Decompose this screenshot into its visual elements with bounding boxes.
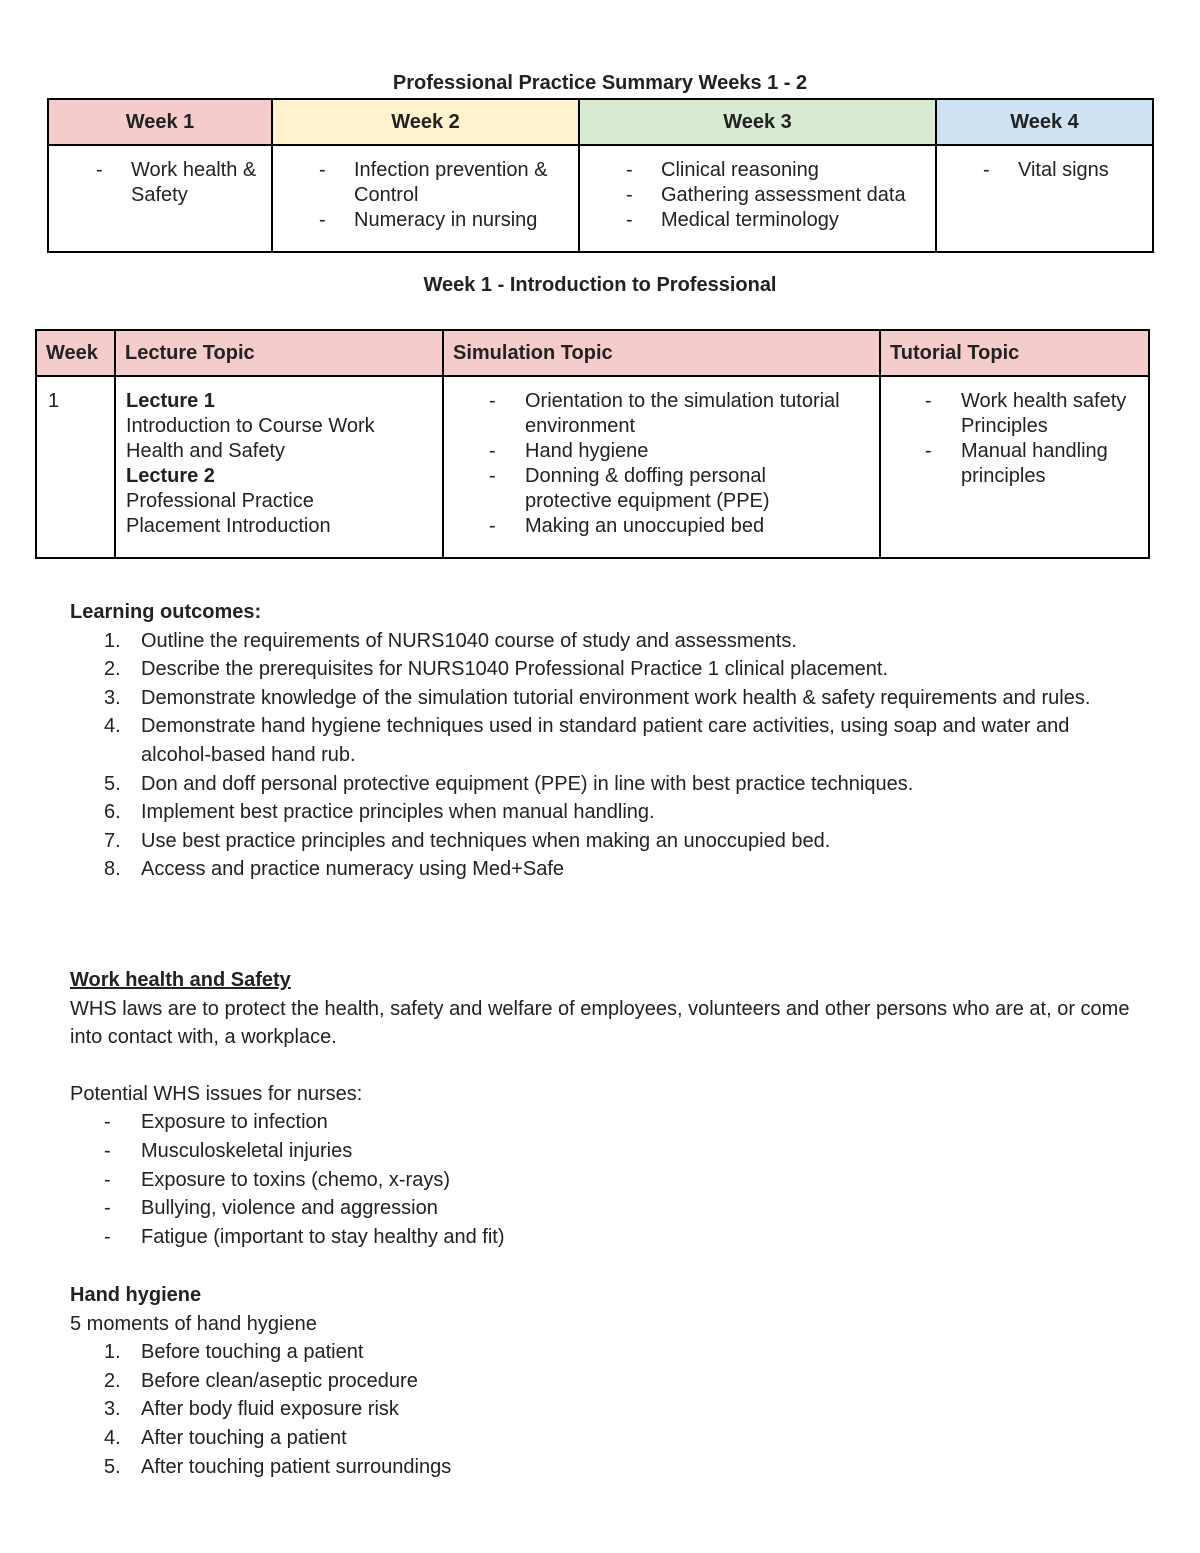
list-item: - Clinical reasoning <box>626 159 819 181</box>
list-item: - Hand hygiene <box>489 440 649 462</box>
list-item: 1. Outline the requirements of NURS1040 course of study and assessments. <box>104 629 797 652</box>
list-item: 8. Access and practice numeracy using Med+Safe <box>104 858 564 881</box>
simulation-topic-cell <box>443 376 880 558</box>
summary-content-row <box>48 145 1153 252</box>
list-item: - Infection prevention & Control <box>319 159 548 206</box>
list-item: - Work health & Safety <box>96 159 257 206</box>
summary-title: Professional Practice Summary Weeks 1 - 2 <box>392 72 808 94</box>
whs-issues-intro: Potential WHS issues for nurses: <box>70 1082 363 1105</box>
hand-hygiene-moments-list <box>70 1338 1130 1481</box>
header-lecture-topic: Lecture Topic <box>115 330 443 376</box>
list-item: - Making an unoccupied bed <box>489 515 765 537</box>
hand-hygiene-section <box>70 1281 1130 1481</box>
tutorial-topic-cell <box>880 376 1149 558</box>
week1-title: Week 1 - Introduction to Professional <box>423 274 777 296</box>
summary-cell-week1 <box>48 145 272 252</box>
list-item: - Work health safety Principles <box>925 390 1127 437</box>
list-item: - Vital signs <box>983 159 1109 181</box>
summary-header-week1: Week 1 <box>48 99 272 145</box>
summary-header-week2: Week 2 <box>272 99 579 145</box>
hand-hygiene-intro: 5 moments of hand hygiene <box>70 1312 317 1335</box>
whs-heading: Work health and Safety <box>70 969 291 991</box>
lecture-topic-cell <box>115 376 443 558</box>
summary-cell-week3 <box>579 145 936 252</box>
summary-header-week4: Week 4 <box>936 99 1153 145</box>
summary-cell-week4 <box>936 145 1153 252</box>
header-tutorial-topic: Tutorial Topic <box>880 330 1149 376</box>
list-item: - Donning & doffing personal protective equipment (PPE) <box>489 465 770 512</box>
whs-issues-list <box>70 1108 1130 1251</box>
list-item: - Manual handling principles <box>925 440 1108 487</box>
week1-content-row <box>36 376 1149 558</box>
list-item: 6. Implement best practice principles when manual handling. <box>104 801 655 824</box>
list-item: - Medical terminology <box>626 209 839 231</box>
learning-outcomes-section <box>70 598 1130 884</box>
summary-header-week3: Week 3 <box>579 99 936 145</box>
learning-outcomes-heading: Learning outcomes: <box>70 601 262 623</box>
list-item: 1. Before touching a patient <box>104 1341 364 1364</box>
header-week: Week <box>36 330 115 376</box>
summary-table <box>47 98 1154 253</box>
list-item: 5. After touching patient surroundings <box>104 1455 452 1478</box>
hand-hygiene-heading: Hand hygiene <box>70 1284 202 1306</box>
header-simulation-topic: Simulation Topic <box>443 330 880 376</box>
list-item: 4. After touching a patient <box>104 1426 347 1449</box>
list-item: 2. Before clean/aseptic procedure <box>104 1369 418 1392</box>
lecture1-text: Introduction to Course Work Health and Safety <box>126 415 375 462</box>
learning-outcomes-list <box>70 627 1130 884</box>
summary-header-row <box>48 99 1153 145</box>
lecture1-label: Lecture 1 <box>126 390 215 412</box>
list-item: 4. Demonstrate hand hygiene techniques used in standard patient care activities, using soap and water and alcohol-based hand rub. <box>104 715 1070 766</box>
lecture2-text: Professional Practice Placement Introduction <box>126 490 331 537</box>
whs-section <box>70 966 1130 1251</box>
week1-header-row <box>36 330 1149 376</box>
summary-cell-week2 <box>272 145 579 252</box>
week-number-cell: 1 <box>36 376 115 558</box>
list-item: 2. Describe the prerequisites for NURS1040 Professional Practice 1 clinical placement. <box>104 658 889 681</box>
list-item: 5. Don and doff personal protective equipment (PPE) in line with best practice techniques. <box>104 772 914 795</box>
whs-paragraph: WHS laws are to protect the health, safety and welfare of employees, volunteers and other persons who are at, or come into contact with, a workplace. <box>70 997 1130 1049</box>
list-item: - Gathering assessment data <box>626 184 906 206</box>
list-item: - Bullying, violence and aggression <box>104 1197 438 1220</box>
list-item: - Exposure to toxins (chemo, x-rays) <box>104 1168 450 1191</box>
list-item: 3. Demonstrate knowledge of the simulation tutorial environment work health & safety requirements and rules. <box>104 686 1091 709</box>
list-item: - Exposure to infection <box>104 1111 328 1134</box>
week1-table <box>35 329 1150 559</box>
lecture2-label: Lecture 2 <box>126 465 215 487</box>
list-item: - Fatigue (important to stay healthy and fit) <box>104 1225 505 1248</box>
list-item: - Numeracy in nursing <box>319 209 538 231</box>
list-item: 3. After body fluid exposure risk <box>104 1398 399 1421</box>
list-item: 7. Use best practice principles and techniques when making an unoccupied bed. <box>104 829 831 852</box>
list-item: - Orientation to the simulation tutorial environment <box>489 390 840 437</box>
list-item: - Musculoskeletal injuries <box>104 1139 353 1162</box>
